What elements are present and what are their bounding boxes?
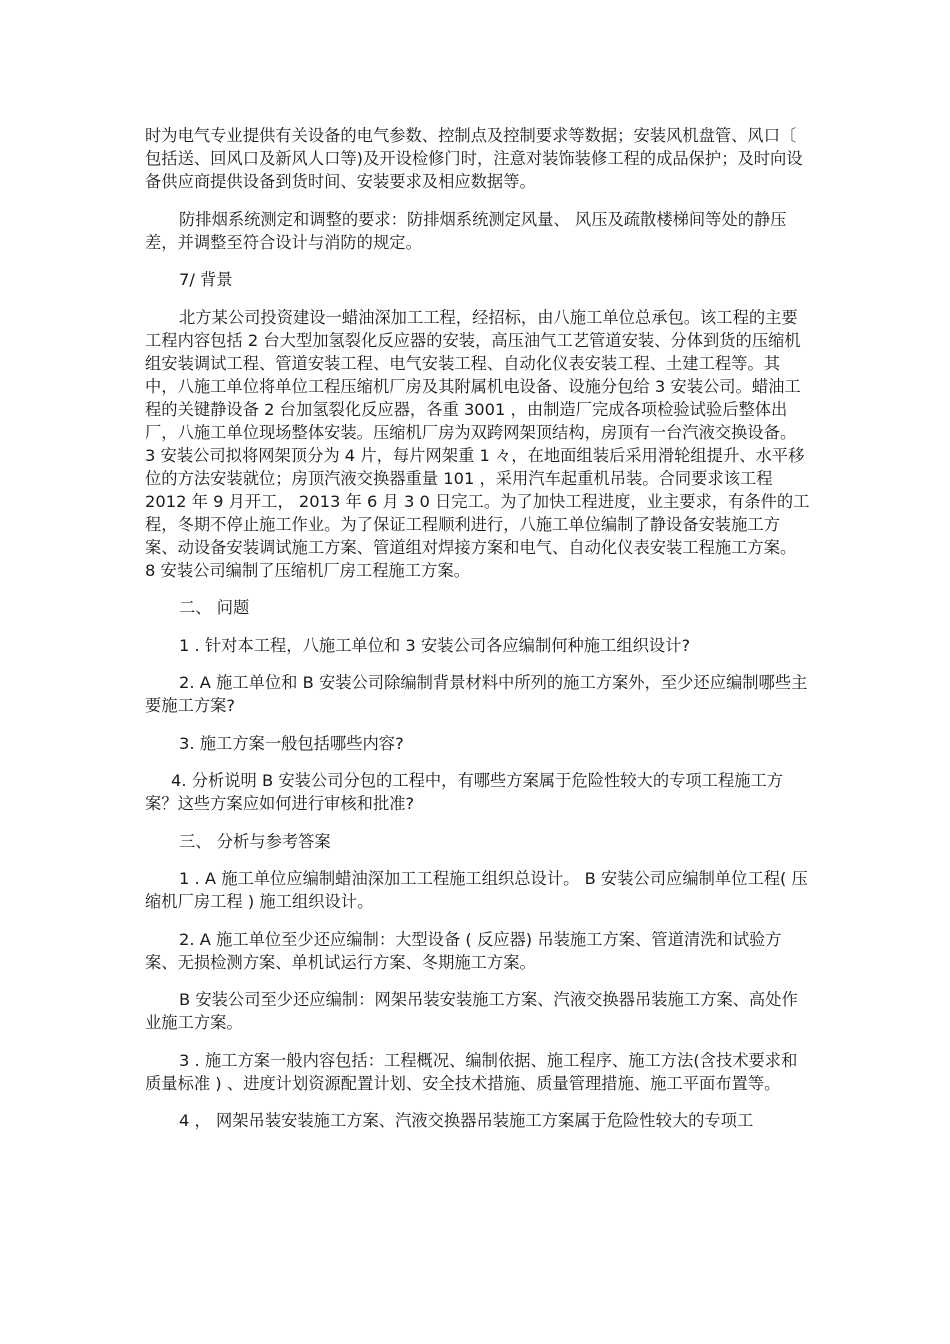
section-heading-questions: 二、 问题 xyxy=(179,598,250,617)
document-body xyxy=(145,124,810,1147)
question-2: 2. A 施工单位和 B 安装公司除编制背景材料中所列的施工方案外，至少还应编制哪些主要施工方案? xyxy=(145,673,808,715)
paragraph-hvac-coordination: 时为电气专业提供有关设备的电气参数、控制点及控制要求等数据；安装风机盘管、风口〔 包括送、回风口及新风人口等)及开设检修门时，注意对装饰装修工程的成品保护；及时向设备供应商提供设备到货时间、安装要求及相应数据等。 xyxy=(145,126,803,191)
section-heading-background: 7/ 背景 xyxy=(179,270,233,289)
question-1: 1 . 针对本工程，八施工单位和 3 安装公司各应编制何种施工组织设计? xyxy=(179,635,691,655)
paragraph-smoke-exhaust: 防排烟系统测定和调整的要求：防排烟系统测定风量、 风压及疏散楼梯间等处的静压差，并调整至符合设计与消防的规定。 xyxy=(145,209,787,252)
answer-2a: 2. A 施工单位至少还应编制：大型设备 ( 反应器) 吊装施工方案、管道清洗和试验方案、无损检测方案、单机试运行方案、冬期施工方案。 xyxy=(145,929,782,972)
question-4: 4. 分析说明 B 安装公司分包的工程中，有哪些方案属于危险性较大的专项工程施工方案？这些方案应如何进行审核和批准? xyxy=(145,771,784,813)
answer-4: 4 ， 网架吊装安装施工方案、汽液交换器吊装施工方案属于危险性较大的专项工 xyxy=(179,1111,754,1130)
question-3: 3. 施工方案一般包括哪些内容? xyxy=(179,733,404,753)
answer-1: 1 . A 施工单位应编制蜡油深加工工程施工组织总设计。 B 安装公司应编制单位工程( 压缩机厂房工程 ) 施工组织设计。 xyxy=(145,869,808,911)
answer-2b: B 安装公司至少还应编制：网架吊装安装施工方案、汽液交换器吊装施工方案、高处作业施工方案。 xyxy=(145,990,798,1032)
paragraph-background-case: 北方某公司投资建设一蜡油深加工工程，经招标，由八施工单位总承包。该工程的主要工程内容包括 2 台大型加氢裂化反应器的安装，高压油气工艺管道安装、分体到货的压缩机组安装调试工程、管道安装工程、电气安装工程、自动化仪表安装工程、土建工程等。其中，八施工单位将单位工程压缩机厂房及其附属机电设备、设施分包给 3 安装公司。蜡油工程的关键静设备 2 台加氢裂化反应器，各重 3001 ，由制造厂完成各项检验试验后整体出厂，八施工单位现场整体安装。压缩机厂房为双跨网架顶结构，房顶有一台汽液交换设备。 3 安装公司拟将网架顶分为 4 片，每片网架重 1 々，在地面组装后采用滑轮组提升、水平移位的方法安装就位；房顶汽液交换器重量 101 ，采用汽车起重机吊装。合同要求该工程 2012 年 9 月开工， 2013 年 6 月 3 0 日完工。为了加快工程进度，业主要求，有条件的工程，冬期不停止施工作业。为了保证工程顺利进行，八施工单位编制了静设备安装施工方案、动设备安装调试施工方案、管道组对焊接方案和电气、自动化仪表安装工程施工方案。 8 安装公司编制了压缩机厂房工程施工方案。 xyxy=(145,307,810,580)
section-heading-answers: 三、 分析与参考答案 xyxy=(179,831,331,851)
answer-3: 3 . 施工方案一般内容包括：工程概况、编制依据、施工程序、施工方法(含技术要求和质量标准 ) 、进度计划资源配置计划、安全技术措施、质量管理措施、施工平面布置等。 xyxy=(145,1050,798,1093)
